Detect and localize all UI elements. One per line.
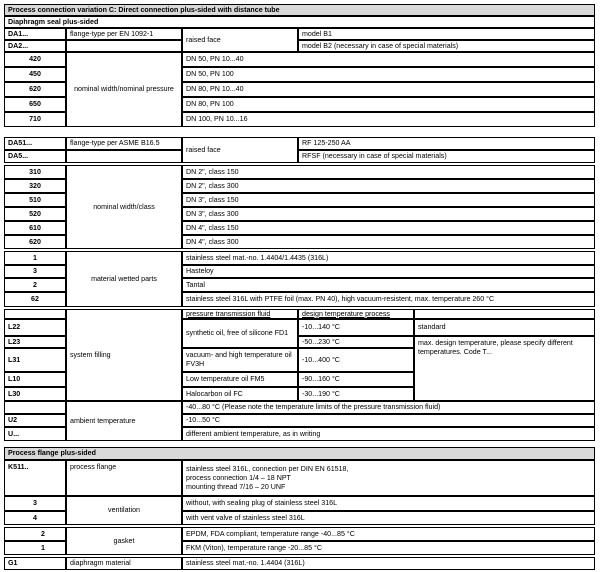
option-value: RF 125-250 AA [298, 137, 595, 150]
section-title: Process flange plus-sided [4, 447, 595, 460]
fluid-name: Halocarbon oil FC [182, 387, 298, 401]
order-code: L30 [4, 387, 66, 401]
temperature-range: -90...160 °C [298, 372, 414, 387]
option-value: Tantal [182, 278, 595, 292]
order-code: 1 [4, 541, 66, 555]
column-header [182, 309, 298, 319]
option-value: with vent valve of stainless steel 316L [182, 511, 595, 525]
temperature-range: -10...400 °C [298, 348, 414, 372]
fill-note: standard [414, 319, 595, 336]
fill-note: max. design temperature, please specify different temperatures. Code T... [414, 336, 595, 401]
temperature-range: -30...190 °C [298, 387, 414, 401]
column-header [298, 309, 414, 319]
temperature-range: -50...230 °C [298, 336, 414, 348]
option-value: DN 50, PN 100 [182, 67, 595, 82]
option-value: stainless steel 316L with PTFE foil (max. PN 40), high vacuum-resistent, max. temperature 260 °C [182, 292, 595, 307]
face-type: raised face [182, 137, 298, 163]
order-code: 450 [4, 67, 66, 82]
fluid-name: vacuum- and high temperature oil FV3H [182, 348, 298, 372]
option-value: stainless steel mat.-no. 1.4404 (316L) [182, 557, 595, 570]
order-code: L10 [4, 372, 66, 387]
order-code: 620 [4, 235, 66, 249]
order-code: 320 [4, 179, 66, 193]
section-title: Process connection variation C: Direct connection plus-sided with distance tube [4, 4, 595, 16]
order-code: L31 [4, 348, 66, 372]
order-code: 520 [4, 207, 66, 221]
fluid-name: Low temperature oil FM5 [182, 372, 298, 387]
order-code: U2 [4, 414, 66, 427]
row-label: flange-type per ASME B16.5 [66, 137, 182, 150]
row-label: nominal width/nominal pressure [66, 52, 182, 127]
option-value: without, with sealing plug of stainless steel 316L [182, 496, 595, 511]
option-value: DN 4", class 300 [182, 235, 595, 249]
empty-cell [66, 40, 182, 52]
order-code: DA1... [4, 28, 66, 40]
row-label: ambient temperature [66, 401, 182, 441]
option-value: DN 3", class 300 [182, 207, 595, 221]
row-label: flange-type per EN 1092-1 [66, 28, 182, 40]
order-code: 610 [4, 221, 66, 235]
option-value: DN 80, PN 100 [182, 97, 595, 112]
order-code: DA2... [4, 40, 66, 52]
row-label: process flange [66, 460, 182, 496]
option-value: DN 80, PN 10...40 [182, 82, 595, 97]
order-code: 620 [4, 82, 66, 97]
empty-cell [66, 150, 182, 163]
section-subtitle: Diaphragm seal plus-sided [4, 16, 595, 28]
order-code: K511.. [4, 460, 66, 496]
order-code: 2 [4, 527, 66, 541]
order-code: U... [4, 427, 66, 441]
ambient-note: -40...80 °C (Please note the temperature limits of the pressure transmission fluid) [182, 401, 595, 414]
flange-description [182, 460, 595, 496]
temperature-range: -10...140 °C [298, 319, 414, 336]
option-value: Hasteloy [182, 265, 595, 278]
empty-cell [414, 309, 595, 319]
option-value: DN 2", class 300 [182, 179, 595, 193]
order-code: 310 [4, 165, 66, 179]
header-text: design temperature process [302, 309, 390, 318]
description-line: mounting thread 7/16 – 20 UNF [186, 482, 286, 491]
description-line: process connection 1/4 – 18 NPT [186, 473, 291, 482]
order-code: 2 [4, 278, 66, 292]
order-code: 3 [4, 265, 66, 278]
order-code: 62 [4, 292, 66, 307]
order-code: 710 [4, 112, 66, 127]
option-value: FKM (Viton), temperature range -20...85 °C [182, 541, 595, 555]
row-label: nominal width/class [66, 165, 182, 249]
option-value: DN 3", class 150 [182, 193, 595, 207]
order-code: DA5... [4, 150, 66, 163]
row-label: gasket [66, 527, 182, 555]
option-value: different ambient temperature, as in writing [182, 427, 595, 441]
order-code: 420 [4, 52, 66, 67]
option-value: DN 50, PN 10...40 [182, 52, 595, 67]
option-value: EPDM, FDA compliant, temperature range -40...85 °C [182, 527, 595, 541]
option-value: DN 2", class 150 [182, 165, 595, 179]
description-line: stainless steel 316L, connection per DIN EN 61518, [186, 464, 349, 473]
empty-cell [4, 309, 66, 319]
header-text: pressure transmission fluid [186, 309, 271, 318]
empty-cell [4, 401, 66, 414]
order-code: 650 [4, 97, 66, 112]
order-code: 4 [4, 511, 66, 525]
row-label: ventilation [66, 496, 182, 525]
fluid-name: synthetic oil, free of silicone FD1 [182, 319, 298, 348]
face-type: raised face [182, 28, 298, 52]
option-value: DN 100, PN 10...16 [182, 112, 595, 127]
order-code: L23 [4, 336, 66, 348]
option-value: stainless steel mat.-no. 1.4404/1.4435 (316L) [182, 251, 595, 265]
option-value: model B1 [298, 28, 595, 40]
order-code: G1 [4, 557, 66, 570]
row-label: material wetted parts [66, 251, 182, 307]
order-code: L22 [4, 319, 66, 336]
option-value: RFSF (necessary in case of special materials) [298, 150, 595, 163]
row-label: system filling [66, 309, 182, 401]
option-value: DN 4", class 150 [182, 221, 595, 235]
option-value: -10...50 °C [182, 414, 595, 427]
option-value: model B2 (necessary in case of special materials) [298, 40, 595, 52]
order-code: DA51... [4, 137, 66, 150]
order-code: 1 [4, 251, 66, 265]
row-label: diaphragm material [66, 557, 182, 570]
order-code: 510 [4, 193, 66, 207]
order-code: 3 [4, 496, 66, 511]
